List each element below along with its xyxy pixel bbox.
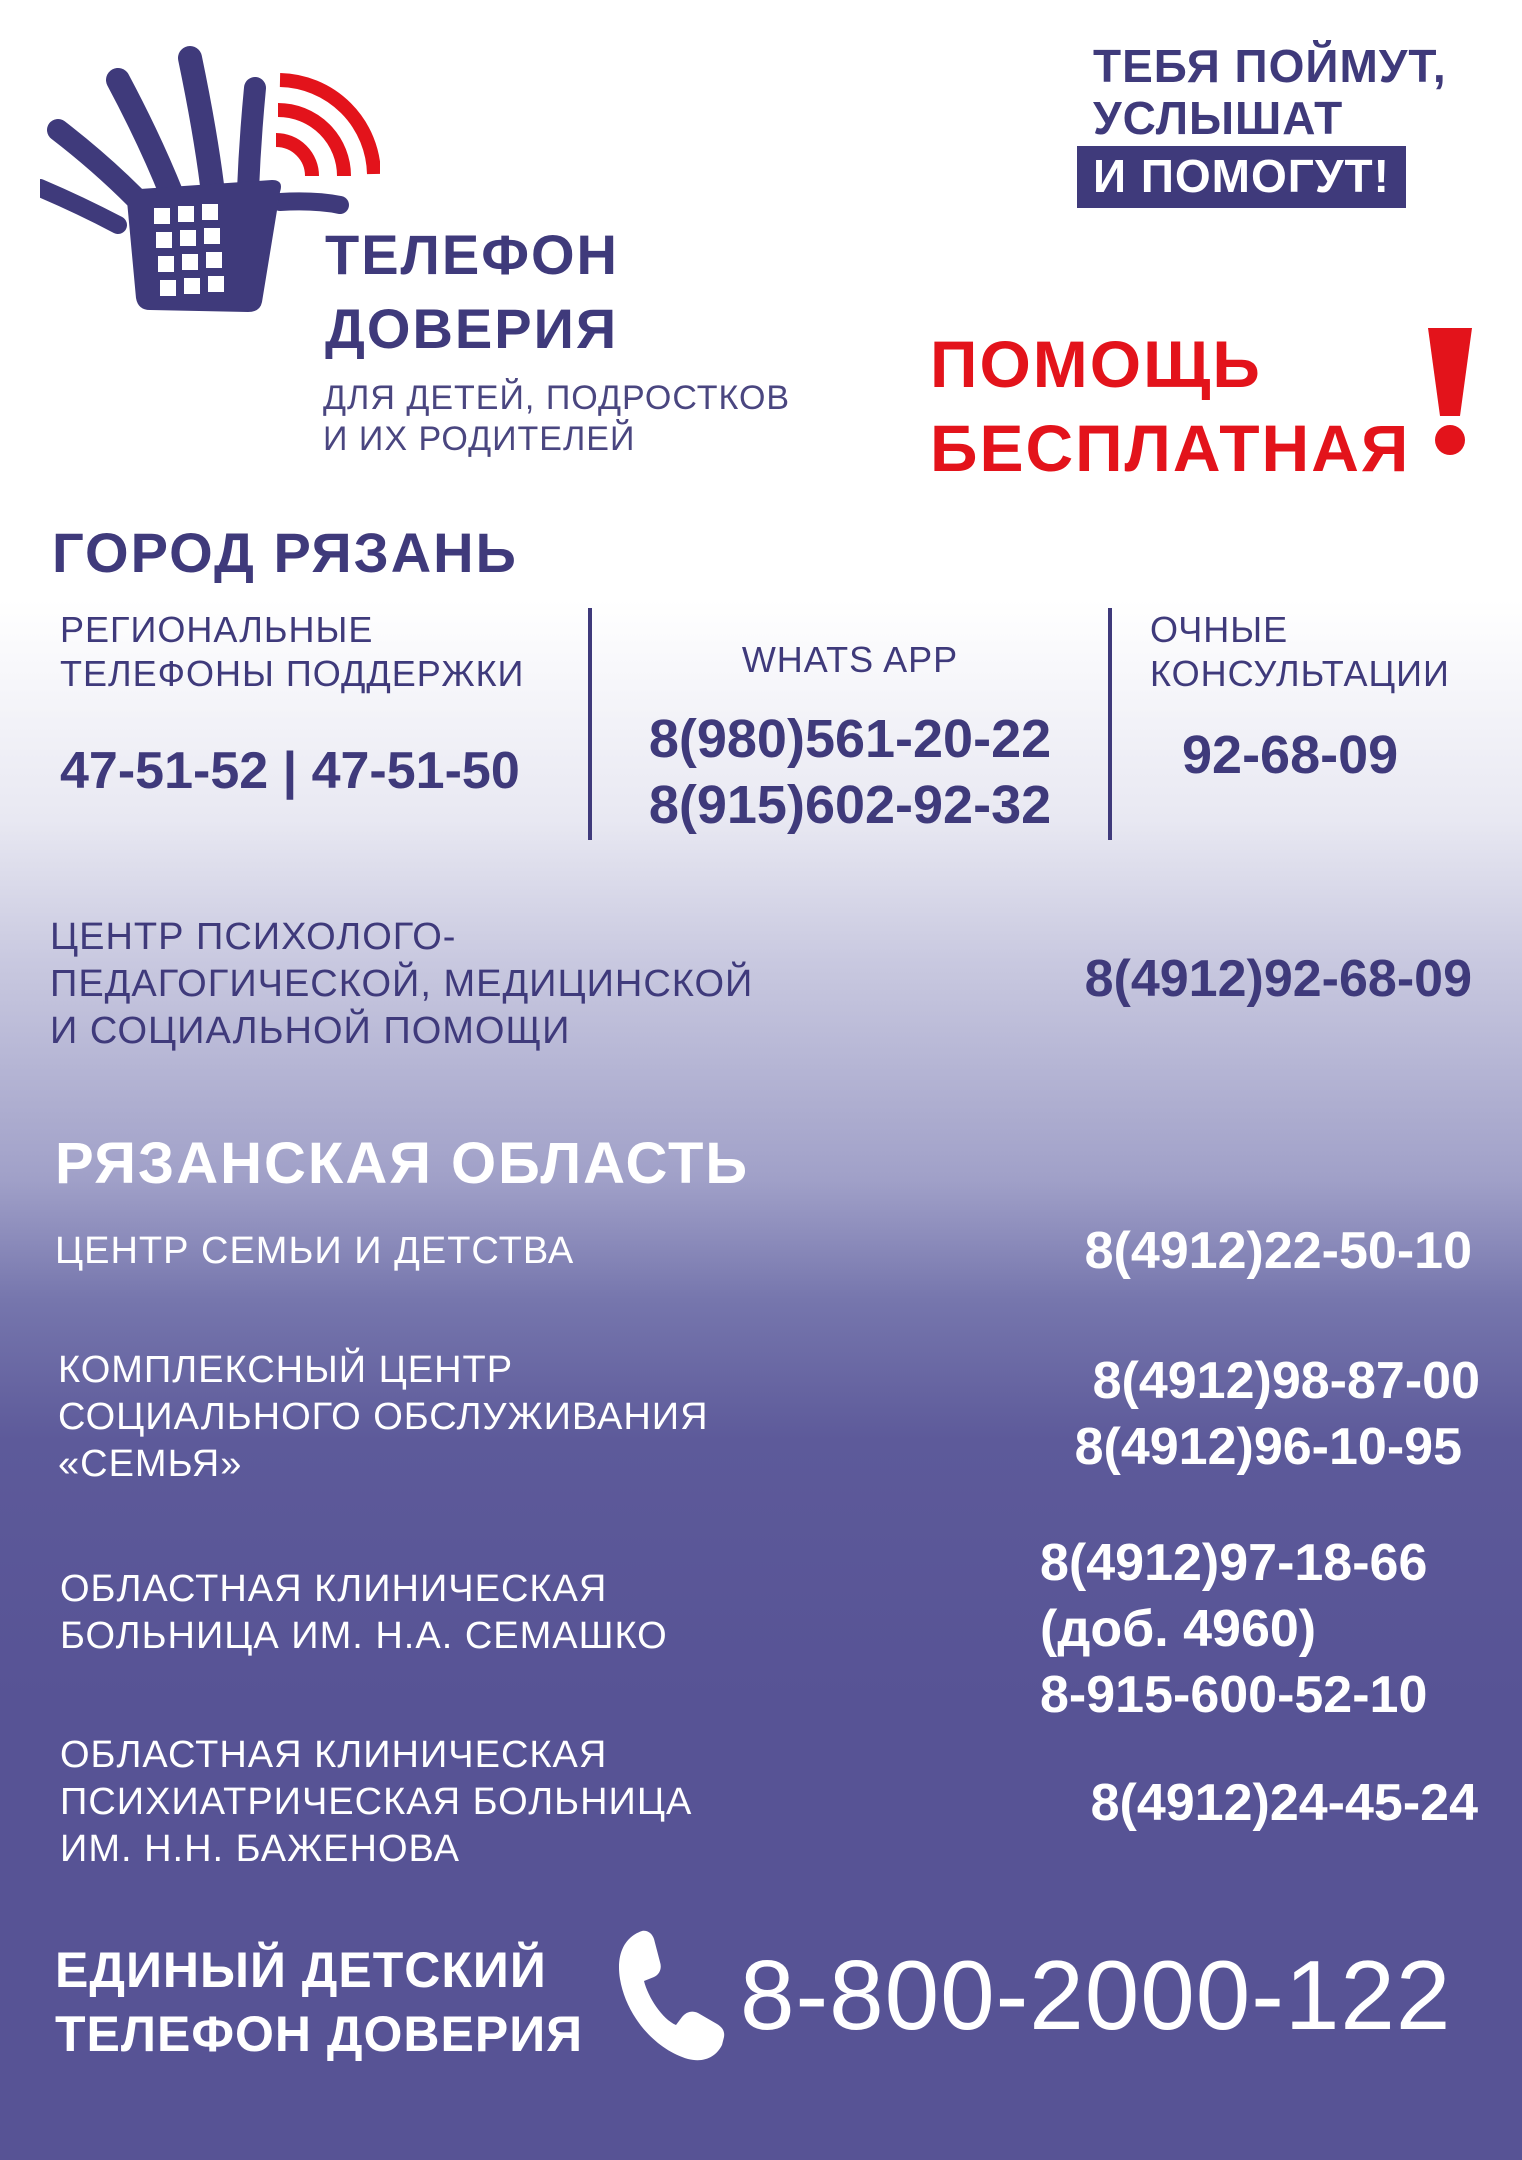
inperson-label-line1: ОЧНЫЕ [1150,609,1289,650]
phone-handset-icon [614,1925,726,2065]
org-name-line: «СЕМЬЯ» [58,1443,243,1485]
org-phone: 8(4912)98-87-00 [1092,1352,1480,1410]
brand-title-line1: ТЕЛЕФОН [325,223,619,286]
slogan-line1: ТЕБЯ ПОЙМУТ, [1093,40,1447,92]
brand-subtitle-line2: И ИХ РОДИТЕЛЕЙ [323,420,636,458]
help-free-heading [930,322,1410,490]
psych-center-phone: 8(4912)92-68-09 [1084,950,1472,1008]
org-phone: 8(4912)24-45-24 [1090,1774,1478,1832]
regional-label-line2: ТЕЛЕФОНЫ ПОДДЕРЖКИ [60,653,525,694]
org-name-line: СОЦИАЛЬНОГО ОБСЛУЖИВАНИЯ [58,1396,709,1438]
psych-center-line2: ПЕДАГОГИЧЕСКОЙ, МЕДИЦИНСКОЙ [50,963,754,1005]
hotline-label [55,1938,583,2066]
psych-center-line1: ЦЕНТР ПСИХОЛОГО- [50,916,457,958]
whatsapp-label: WHATS APP [741,639,959,680]
org-name-line: ОБЛАСТНАЯ КЛИНИЧЕСКАЯ [60,1568,608,1610]
help-line1: ПОМОЩЬ [930,327,1262,401]
org-phone-ext: (доб. 4960) [1040,1600,1317,1658]
org-name-line: ЦЕНТР СЕМЬИ И ДЕТСТВА [55,1230,575,1272]
column-divider [1108,608,1112,840]
brand-title-line2: ДОВЕРИЯ [325,297,619,360]
org-complex-center-phones [960,1348,1480,1480]
org-family-center-phone [960,1218,1472,1284]
inperson-label-line2: КОНСУЛЬТАЦИИ [1150,653,1450,694]
brand-subtitle [323,378,790,460]
exclamation-icon [1420,320,1480,460]
org-phone: 8(4912)96-10-95 [1074,1418,1462,1476]
regional-phones: 47-51-52 | 47-51-50 [60,742,520,800]
hotline-phone: 8-800-2000-122 [740,1940,1452,2050]
slogan [1093,40,1493,208]
org-bazhenov-hospital [60,1732,820,1873]
brand-subtitle-line1: ДЛЯ ДЕТЕЙ, ПОДРОСТКОВ [323,379,791,417]
org-name-line: ИМ. Н.Н. БАЖЕНОВА [60,1828,460,1870]
city-col-regional [60,608,580,804]
org-complex-center [58,1347,818,1488]
inperson-phone: 92-68-09 [1182,725,1399,785]
whatsapp-phone-1: 8(980)561-20-22 [648,709,1052,769]
help-line2: БЕСПЛАТНАЯ [930,411,1411,485]
slogan-line3: И ПОМОГУТ! [1077,146,1406,208]
org-name-line: ОБЛАСТНАЯ КЛИНИЧЕСКАЯ [60,1734,608,1776]
city-col-whatsapp [620,608,1080,838]
org-phone: 8(4912)97-18-66 [1040,1534,1428,1592]
region-title: РЯЗАНСКАЯ ОБЛАСТЬ [55,1131,750,1196]
org-phone: 8-915-600-52-10 [1040,1666,1428,1724]
org-name-line: ПСИХИАТРИЧЕСКАЯ БОЛЬНИЦА [60,1781,693,1823]
org-name-line: БОЛЬНИЦА ИМ. Н.А. СЕМАШКО [60,1615,668,1657]
whatsapp-phone-2: 8(915)602-92-32 [648,775,1052,835]
column-divider [588,608,592,840]
org-bazhenov-phone [960,1770,1478,1836]
city-title: ГОРОД РЯЗАНЬ [52,521,518,584]
slogan-line2: УСЛЫШАТ [1093,92,1344,144]
hotline-label-line1: ЕДИНЫЙ ДЕТСКИЙ [55,1942,547,1998]
org-semashko-hospital [60,1566,800,1660]
regional-label-line1: РЕГИОНАЛЬНЫЕ [60,609,374,650]
city-col-inperson [1150,608,1500,788]
psych-center-name [50,914,830,1055]
hotline-label-line2: ТЕЛЕФОН ДОВЕРИЯ [55,2006,584,2062]
org-semashko-phones [1040,1530,1480,1728]
org-name-line: КОМПЛЕКСНЫЙ ЦЕНТР [58,1349,514,1391]
psych-center-line3: И СОЦИАЛЬНОЙ ПОМОЩИ [50,1010,571,1052]
org-phone: 8(4912)22-50-10 [1084,1222,1472,1280]
org-family-center [55,1228,775,1275]
brand-title [325,218,619,366]
